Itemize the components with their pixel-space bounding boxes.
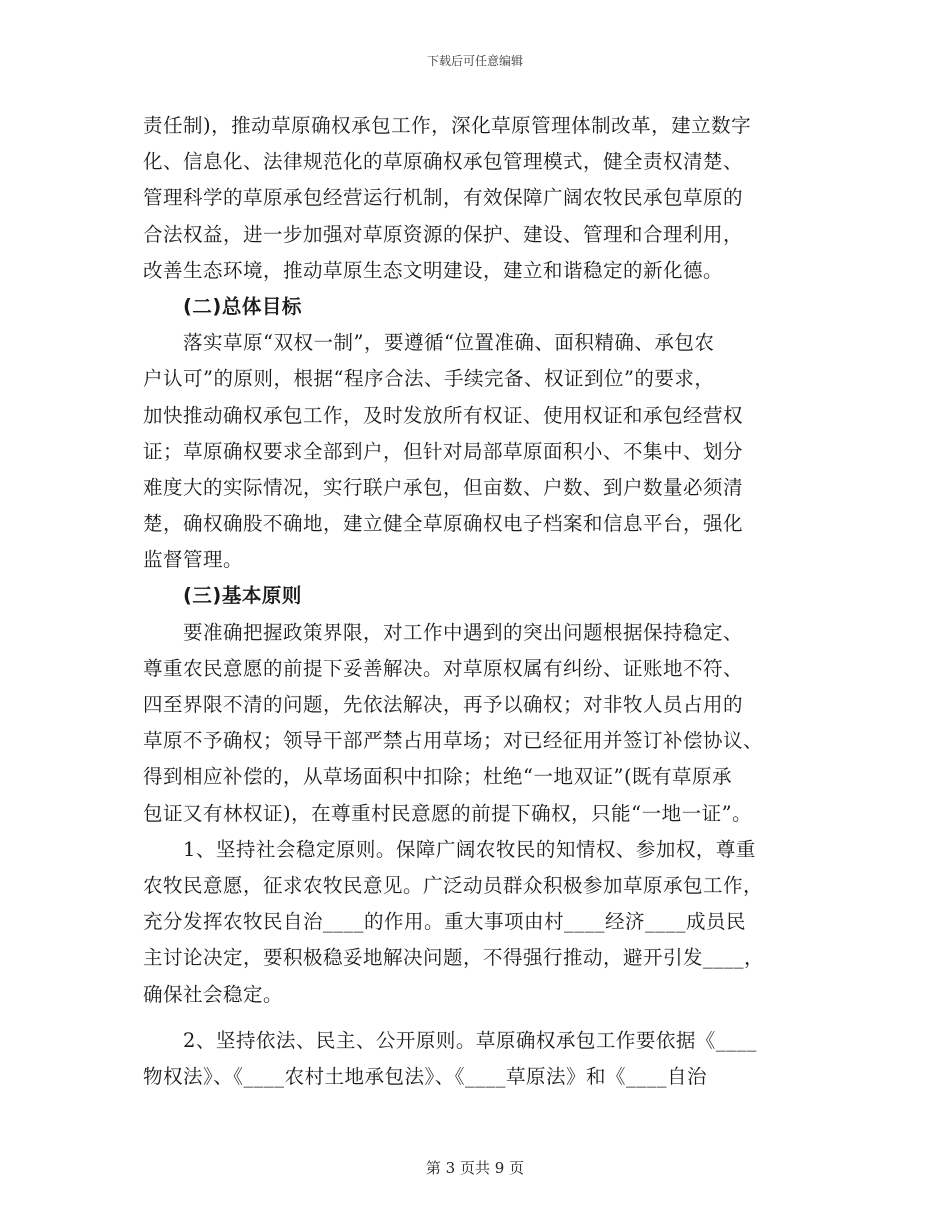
paragraph-line: 1、坚持社会稳定原则。保障广阔农牧民的知情权、参加权，尊重 (183, 837, 756, 861)
paragraph-line: 农牧民意愿，征求农牧民意见。广泛动员群众积极参加草原承包工作， (143, 873, 764, 897)
paragraph-line: 证；草原确权要求全部到户，但针对局部草原面积小、不集中、划分 (143, 439, 744, 463)
section-heading: (二)总体目标 (183, 294, 302, 318)
document-body (143, 108, 813, 1095)
paragraph-line: 确保社会稳定。 (143, 982, 284, 1006)
paragraph-line: 尊重农民意愿的前提下妥善解决。对草原权属有纠纷、证账地不符、 (143, 656, 744, 680)
section-heading: (三)基本原则 (183, 584, 302, 608)
paragraph-line: 四至界限不清的问题，先依法解决，再予以确权；对非牧人员占用的 (143, 693, 744, 716)
paragraph-line: 管理科学的草原承包经营运行机制，有效保障广阔农牧民承包草原的 (143, 186, 744, 210)
paragraph-line: 2、坚持依法、民主、公开原则。草原确权承包工作要依据《____ (183, 1028, 757, 1052)
paragraph-line: 楚，确权确股不确地，建立健全草原确权电子档案和信息平台，强化 (143, 512, 744, 536)
paragraph-line: 物权法》、《____农村土地承包法》、《____草原法》和《____自治 (143, 1064, 708, 1088)
paragraph-line: 改善生态环境，推动草原生态文明建设，建立和谐稳定的新化德。 (143, 258, 724, 282)
paragraph-line: 主讨论决定，要积极稳妥地解决问题，不得强行推动，避开引发____， (143, 946, 765, 970)
paragraph-line: 得到相应补偿的，从草场面积中扣除；杜绝“一地双证”(既有草原承 (143, 765, 733, 789)
paragraph-line: 包证又有林权证)，在尊重村民意愿的前提下确权，只能“一地一证”。 (143, 801, 753, 825)
page-header-note: 下载后可任意编辑 (426, 54, 523, 68)
paragraph-line: 责任制)，推动草原确权承包工作，深化草原管理体制改革，建立数字 (143, 114, 752, 137)
paragraph-line: 监督管理。 (143, 548, 244, 572)
paragraph-line: 要准确把握政策界限，对工作中遇到的突出问题根据保持稳定、 (183, 620, 744, 644)
page-number: 第 3 页共 9 页 (425, 1159, 525, 1177)
paragraph-line: 难度大的实际情况，实行联户承包，但亩数、户数、到户数量必须清 (143, 475, 744, 499)
paragraph-line: 户认可”的原则，根据“程序合法、手续完备、权证到位”的要求， (143, 367, 715, 391)
paragraph-line: 充分发挥农牧民自治____的作用。重大事项由村____经济____成员民 (143, 910, 747, 934)
paragraph-line: 落实草原“双权一制”，要遵循“位置准确、面积精确、承包农 (183, 331, 715, 355)
paragraph-line: 化、信息化、法律规范化的草原确权承包管理模式，健全责权清楚、 (143, 150, 744, 174)
paragraph-line: 加快推动确权承包工作，及时发放所有权证、使用权证和承包经营权 (143, 403, 744, 427)
paragraph-line: 草原不予确权；领导干部严禁占用草场；对已经征用并签订补偿协议、 (143, 729, 764, 753)
paragraph-line: 合法权益，进一步加强对草原资源的保护、建设、管理和合理利用， (143, 222, 744, 246)
